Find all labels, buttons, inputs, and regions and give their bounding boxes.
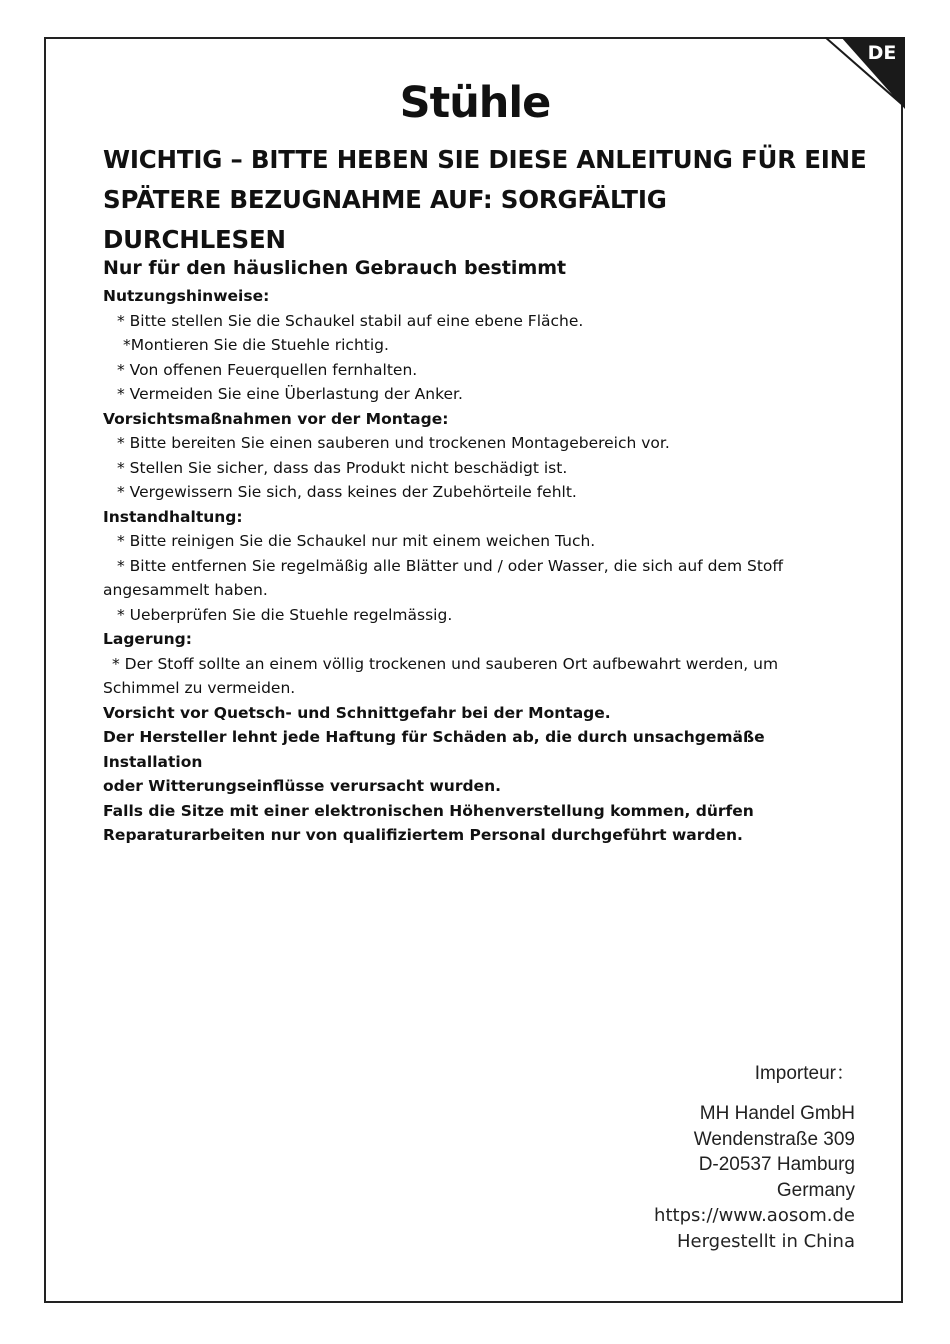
importer-country: Germany [776, 1179, 855, 1201]
warning-line: DURCHLESEN [103, 225, 286, 254]
language-code: DE [867, 42, 897, 64]
important-warning [103, 140, 893, 260]
importer-website: https://www.aosom.de [654, 1205, 855, 1226]
warning-line: SPÄTERE BEZUGNAHME AUF: SORGFÄLTIG [103, 185, 667, 214]
importer-city: D-20537 Hamburg [698, 1154, 855, 1175]
precautions-item: * Bitte bereiten Sie einen sauberen und trockenen Montagebereich vor. [117, 434, 670, 452]
notice-line: Reparaturarbeiten nur von qualifiziertem Personal durchgeführt warden. [103, 826, 743, 844]
storage-item-continued: Schimmel zu vermeiden. [103, 679, 296, 697]
usage-item: * Vermeiden Sie eine Überlastung der Anker. [117, 385, 463, 403]
notice-line: Falls die Sitze mit einer elektronischen Höhenverstellung kommen, dürfen [103, 801, 754, 820]
precautions-item: * Stellen Sie sicher, dass das Produkt nicht beschädigt ist. [117, 458, 568, 477]
warning-line: WICHTIG – BITTE HEBEN SIE DIESE ANLEITUNG FÜR EINE [103, 145, 867, 174]
precautions-heading: Vorsichtsmaßnahmen vor der Montage: [103, 409, 449, 428]
notice-line: Der Hersteller lehnt jede Haftung für Schäden ab, die durch unsachgemäße Installation [103, 728, 765, 771]
storage-heading: Lagerung: [103, 630, 192, 648]
importer-block [654, 1058, 855, 1254]
maintenance-item: * Bitte entfernen Sie regelmäßig alle Blätter und / oder Wasser, die sich auf dem Stoff [117, 556, 784, 575]
instructions-body [103, 284, 843, 848]
maintenance-item: * Ueberprüfen Sie die Stuehle regelmässig. [117, 605, 453, 624]
maintenance-heading: Instandhaltung: [103, 507, 243, 526]
notice-line: Vorsicht vor Quetsch- und Schnittgefahr bei der Montage. [103, 703, 611, 722]
storage-item: * Der Stoff sollte an einem völlig trockenen und sauberen Ort aufbewahrt werden, um [112, 654, 779, 673]
precautions-item: * Vergewissern Sie sich, dass keines der Zubehörteile fehlt. [117, 483, 577, 501]
usage-item: * Bitte stellen Sie die Schaukel stabil auf eine ebene Fläche. [117, 311, 584, 330]
made-in-label: Hergestellt in China [676, 1230, 855, 1252]
maintenance-item-continued: angesammelt haben. [103, 581, 268, 599]
usage-item: * Von offenen Feuerquellen fernhalten. [117, 360, 418, 379]
importer-street: Wendenstraße 309 [693, 1128, 855, 1150]
importer-company: MH Handel GmbH [699, 1103, 855, 1124]
domestic-use-subtitle: Nur für den häuslichen Gebrauch bestimmt [103, 257, 567, 279]
importer-label: Importeur： [754, 1063, 855, 1084]
usage-heading: Nutzungshinweise: [103, 287, 270, 305]
maintenance-item: * Bitte reinigen Sie die Schaukel nur mit einem weichen Tuch. [117, 532, 596, 550]
notice-line: oder Witterungseinflüsse verursacht wurden. [103, 777, 501, 795]
usage-item: *Montieren Sie die Stuehle richtig. [123, 336, 389, 354]
page-title: Stühle [399, 78, 551, 128]
